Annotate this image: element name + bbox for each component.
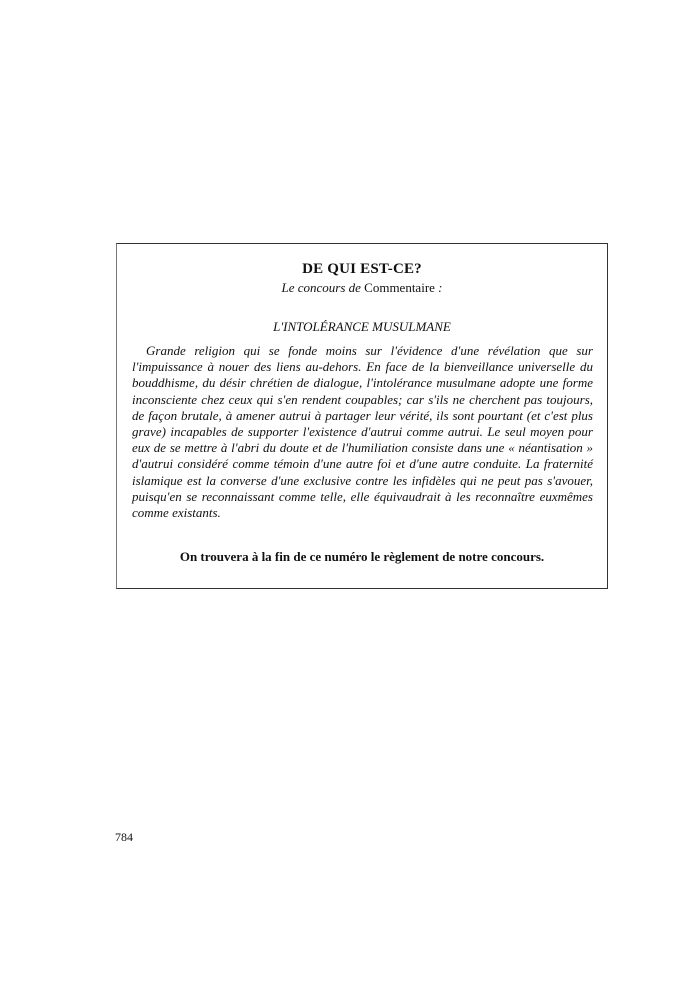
contest-footer-note: On trouvera à la fin de ce numéro le règlement de notre concours. [179, 549, 545, 564]
contest-subtitle [117, 280, 607, 296]
page-number: 784 [115, 830, 133, 844]
excerpt-heading: L'INTOLÉRANCE MUSULMANE [273, 319, 451, 334]
subtitle-journal: Commentaire [364, 280, 435, 295]
contest-title: DE QUI EST-CE? [302, 261, 422, 277]
subtitle-lead: Le concours de [281, 280, 361, 295]
contest-box [116, 243, 608, 589]
excerpt-paragraph: Grande religion qui se fonde moins sur l'évidence d'une révélation que sur l'impuissance à nouer des liens au-dehors. En face de la bienveillance universelle du bouddhisme, du désir chrétien de dialogue, l'intolérance musulmane adopte une forme inconsciente chez ceux qui s'en rendent coupables; car s'ils ne cherchent pas toujours, de façon brutale, à amener autrui à partager leur vérité, ils sont pourtant (et c'est plus grave) incapables de supporter l'existence d'autrui comme autrui. Le seul moyen pour eux de se mettre à l'abri du doute et de l'humiliation consiste dans une « néantisation » d'autrui considéré comme témoin d'une autre foi et d'une autre conduite. La fraternité islamique est la converse d'une exclusive contre les infidèles qui ne peut pas s'avouer, puisqu'en se reconnaissant comme telle, elle équivaudrait à les reconnaître euxmêmes comme existants. [132, 343, 593, 521]
subtitle-colon: : [438, 280, 443, 295]
